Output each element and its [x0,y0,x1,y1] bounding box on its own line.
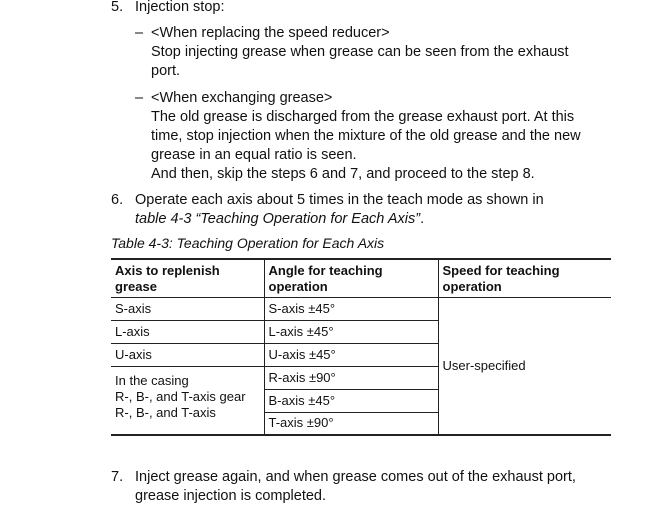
table-row [111,297,611,320]
angle-cell: R-axis ±90° [264,366,438,389]
step-7-number: 7. [111,469,124,485]
header-axis: Axis to replenish grease [111,259,264,297]
sub1-heading: <When replacing the speed reducer> [151,25,390,41]
sub2-line-1: The old grease is discharged from the grease exhaust port. At this [151,109,575,125]
sub2-line-3: grease in an equal ratio is seen. [151,147,357,163]
axis-cell: L-axis [111,320,264,343]
step-7-line-1: Inject grease again, and when grease comes out of the exhaust port, [135,469,576,485]
teaching-operation-table [111,258,611,436]
casing-axis-cell [111,366,264,435]
header-angle: Angle for teaching operation [264,259,438,297]
angle-cell: U-axis ±45° [264,343,438,366]
angle-cell: B-axis ±45° [264,389,438,412]
step-7-line-2: grease injection is completed. [135,488,327,504]
sub1-line-1: Stop injecting grease when grease can be seen from the exhaust [151,44,569,60]
table-caption: Table 4-3: Teaching Operation for Each Axis [111,235,385,251]
sub1-line-2: port. [151,63,181,79]
casing-line-3: R-, B-, and T-axis [115,404,216,420]
step-6-number: 6. [111,192,124,208]
casing-line-2: R-, B-, and T-axis gear [115,388,246,404]
angle-cell: S-axis ±45° [264,297,438,320]
sub2-heading: <When exchanging grease> [151,90,333,106]
step-5-title: Injection stop: [135,0,225,15]
table-reference-link[interactable]: table 4-3 “Teaching Operation for Each Axis” [135,211,421,227]
step-5-number: 5. [111,0,124,15]
angle-cell: T-axis ±90° [264,412,438,435]
sub2-dash: – [135,90,144,106]
sub2-line-2: time, stop injection when the mixture of the old grease and the new [151,128,581,144]
speed-cell: User-specified [438,297,611,435]
table-header-row [111,259,611,297]
axis-cell: S-axis [111,297,264,320]
axis-cell: U-axis [111,343,264,366]
angle-cell: L-axis ±45° [264,320,438,343]
step-6-line-1: Operate each axis about 5 times in the teach mode as shown in [135,192,544,208]
casing-line-1: In the casing [115,372,189,388]
step-6-line-2 [135,210,424,229]
step-6-period: . [420,211,425,227]
sub1-dash: – [135,25,144,41]
header-speed: Speed for teaching operation [438,259,611,297]
sub2-line-4: And then, skip the steps 6 and 7, and proceed to the step 8. [151,166,535,182]
